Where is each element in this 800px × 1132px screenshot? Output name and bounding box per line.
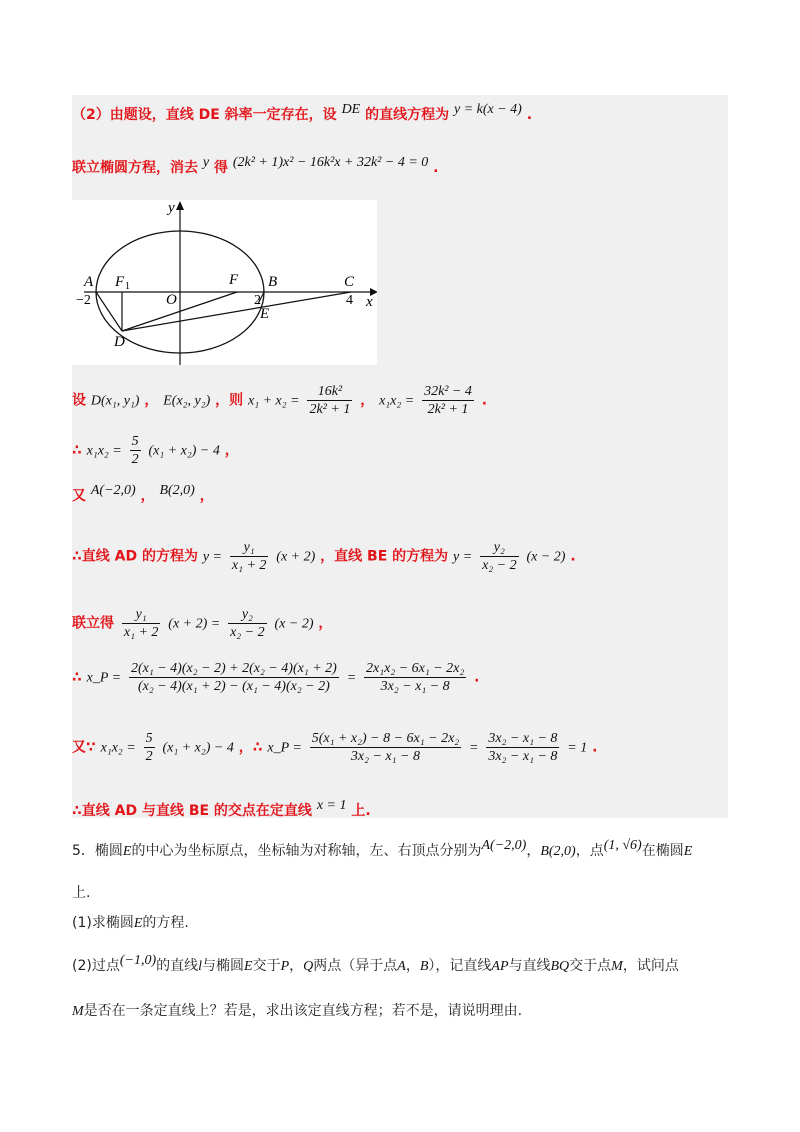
question-1 [72, 912, 732, 932]
math-Q: Q [303, 959, 314, 974]
label-4: 4 [346, 293, 353, 308]
fraction-denominator: 2k² + 1 [309, 402, 351, 417]
fraction-numerator: 5 [145, 731, 153, 746]
math-expression: (x + 2) [276, 549, 316, 565]
solution-text: 联立得 [72, 615, 114, 632]
math-xp: x_P = [86, 670, 122, 686]
punct: ， [318, 615, 333, 632]
solution-line-5 [72, 485, 214, 505]
solution-line-2 [72, 157, 438, 177]
fraction [130, 433, 141, 468]
solution-text: ∴直线 AD 的方程为 [72, 548, 198, 565]
math-equals: = [469, 740, 479, 756]
label-B: B [268, 274, 278, 290]
fraction [364, 660, 466, 695]
punct: ， [224, 442, 239, 459]
fraction-numerator: y₂ [480, 539, 519, 557]
punct: . [570, 548, 576, 565]
solution-text: ，直线 BE 的方程为 [320, 548, 449, 565]
math-AP: AP [491, 959, 509, 974]
problem-text: 与椭圆 [202, 958, 245, 974]
fraction-numerator: 2x₁x₂ − 6x₁ − 2x₂ [366, 661, 465, 676]
solution-text: ，则 [215, 392, 244, 409]
solution-text: 又 [72, 488, 86, 504]
therefore-symbol: ∴ [72, 669, 82, 686]
problem-text: 交于点 [569, 958, 612, 974]
label-2: 2 [254, 293, 261, 308]
math-line-eq: y = k(x − 4) [453, 102, 522, 117]
fraction-denominator: x₁ + 2 [123, 625, 159, 640]
solution-text: 设 [72, 392, 86, 409]
math-M: M [611, 959, 623, 974]
question-2 [72, 955, 732, 975]
math-l: l [198, 959, 203, 974]
math-E: E [683, 844, 693, 859]
problem-text: 交于 [252, 958, 281, 974]
fraction [122, 606, 161, 641]
label-O: O [166, 292, 177, 308]
punct: ， [526, 843, 541, 859]
math-product: x₁x₂ = [100, 740, 136, 756]
solution-text: 上. [351, 803, 371, 819]
solution-text: 得 [213, 160, 228, 176]
fraction-numerator: y₂ [228, 606, 267, 624]
problem-text: 上. [72, 885, 91, 901]
math-product: x₁x₂ = [86, 443, 122, 459]
label-E: E [260, 306, 270, 322]
fraction-denominator: 2 [131, 452, 139, 467]
math-point-D: D(x₁, y₁) [90, 393, 140, 409]
fraction-denominator: x₂ − 2 [230, 625, 265, 640]
punct: . [592, 739, 598, 756]
punct: . [481, 392, 488, 409]
label-x: x [366, 294, 373, 310]
problem-text: (1)求椭圆 [72, 915, 134, 931]
math-result: = 1 [567, 740, 588, 756]
math-de: DE [341, 102, 361, 117]
fraction-numerator: 5(x₁ + x₂) − 8 − 6x₁ − 2x₂ [311, 731, 460, 746]
math-E: E [122, 844, 132, 859]
problem-text: 两点（异于点 [313, 958, 398, 974]
fraction [307, 383, 352, 418]
math-xp: x_P = [267, 740, 302, 756]
math-expression: (x − 2) [526, 549, 566, 565]
solution-text: 联立椭圆方程，消去 [72, 160, 198, 176]
problem-text: 在椭圆 [641, 843, 684, 859]
math-quadratic: (2k² + 1)x² − 16k²x + 32k² − 4 = 0 [232, 155, 429, 170]
solution-line-6 [72, 539, 576, 574]
fraction-numerator: y₁ [230, 539, 269, 557]
label-F: F [229, 272, 239, 288]
solution-line-9 [72, 730, 597, 765]
solution-line-1 [72, 104, 532, 124]
solution-line-10 [72, 800, 371, 820]
math-E: E [133, 916, 143, 931]
fraction-numerator: 16k² [307, 383, 352, 401]
fraction-denominator: 2 [145, 749, 153, 764]
therefore-symbol: ∴ [72, 442, 82, 459]
problem-line-2 [72, 882, 732, 902]
math-B: B [419, 959, 429, 974]
math-expression: (x₁ + x₂) − 4 [148, 443, 220, 459]
y-axis-arrow [176, 201, 184, 210]
solution-text: ∴直线 AD 与直线 BE 的交点在定直线 [72, 803, 312, 819]
fraction-denominator: (x₂ − 4)(x₁ + 2) − (x₁ − 4)(x₂ − 2) [137, 679, 330, 694]
problem-text: 的直线 [156, 958, 199, 974]
fraction-denominator: x₂ − 2 [482, 558, 517, 573]
punct: ， [405, 958, 420, 974]
problem-text: 是否在一条定直线上？若是，求出该定直线方程；若不是，请说明理由. [83, 1003, 523, 1019]
label-F1-sub: 1 [125, 281, 130, 292]
label-y: y [168, 200, 175, 216]
fraction-denominator: x₁ + 2 [231, 558, 267, 573]
fraction-numerator: 3x₂ − x₁ − 8 [488, 731, 558, 746]
label-C: C [344, 274, 355, 290]
fraction-numerator: 2(x₁ − 4)(x₂ − 2) + 2(x₂ − 4)(x₁ + 2) [130, 661, 337, 676]
punct: ， [360, 392, 375, 409]
problem-text: 5．椭圆 [72, 843, 123, 859]
solution-text: （2）由题设，直线 DE 斜率一定存在，设 [72, 107, 337, 123]
math-y: y = [453, 549, 473, 565]
problem-line-1 [72, 840, 732, 860]
math-point-A: A(−2,0) [90, 483, 136, 498]
fraction [129, 660, 339, 695]
problem-text: ，试问点 [622, 958, 679, 974]
solution-text: 的直线方程为 [365, 107, 450, 123]
fraction-denominator: 3x₂ − x₁ − 8 [350, 749, 420, 764]
punct: ， [144, 392, 159, 409]
math-equals: = [346, 670, 357, 686]
fraction [144, 730, 155, 765]
solution-line-7 [72, 606, 332, 641]
math-A: A [397, 959, 406, 974]
fraction-numerator: 32k² − 4 [424, 384, 472, 399]
punct: ， [289, 958, 304, 974]
solution-line-8 [72, 660, 479, 695]
solution-text: ，∴ [238, 739, 263, 756]
problem-text: 的方程. [142, 915, 189, 931]
fraction-numerator: 5 [131, 434, 139, 449]
fraction [228, 606, 267, 641]
label-A: A [84, 274, 94, 290]
math-expression: (x + 2) = [168, 616, 221, 632]
math-point-B: B(2,0) [159, 483, 195, 498]
math-point-E: E(x₂, y₂) [163, 393, 211, 409]
problem-text: ，点 [575, 843, 604, 859]
segment-DC [122, 292, 351, 331]
math-point-A: A(−2,0) [481, 838, 527, 853]
math-E: E [244, 959, 253, 974]
fraction-denominator: 3x₂ − x₁ − 8 [380, 679, 450, 694]
label-neg2: −2 [76, 293, 91, 308]
punct: . [433, 160, 439, 176]
math-BQ: BQ [550, 959, 570, 974]
label-D: D [114, 334, 125, 350]
problem-text: 的中心为坐标原点，坐标轴为对称轴，左、右顶点分别为 [131, 843, 482, 859]
fraction [230, 539, 269, 574]
math-point: (−1,0) [119, 953, 157, 968]
fraction [422, 383, 474, 418]
math-point: (1, √6) [603, 838, 642, 853]
question-2-cont [72, 1000, 732, 1020]
math-P: P [280, 959, 290, 974]
ellipse-diagram [72, 200, 377, 365]
label-F1: F [115, 274, 125, 290]
math-y: y = [202, 549, 222, 565]
math-product: x₁x₂ = [379, 393, 415, 409]
math-line-x1: x = 1 [316, 798, 347, 813]
problem-text: ），记直线 [428, 958, 492, 974]
problem-text: 与直线 [508, 958, 551, 974]
math-M: M [72, 1004, 84, 1019]
fraction-denominator: 2k² + 1 [427, 402, 469, 417]
fraction-denominator: 3x₂ − x₁ − 8 [488, 749, 558, 764]
solution-line-3 [72, 383, 487, 418]
ellipse-figure [72, 200, 377, 365]
solution-text: 又∵ [72, 739, 96, 756]
problem-text: (2)过点 [72, 958, 120, 974]
math-expression: (x − 2) [274, 616, 314, 632]
fraction-numerator: y₁ [122, 606, 161, 624]
fraction [310, 730, 461, 765]
punct: . [474, 669, 480, 686]
punct: . [526, 107, 533, 123]
math-expression: (x₁ + x₂) − 4 [162, 740, 234, 756]
math-point-B: B(2,0) [540, 844, 576, 859]
fraction [480, 539, 519, 574]
math-sum: x₁ + x₂ = [248, 393, 300, 409]
punct: ， [199, 488, 214, 504]
punct: ， [140, 488, 155, 504]
math-y: y [202, 155, 210, 170]
fraction [486, 730, 559, 765]
solution-line-4 [72, 433, 239, 468]
